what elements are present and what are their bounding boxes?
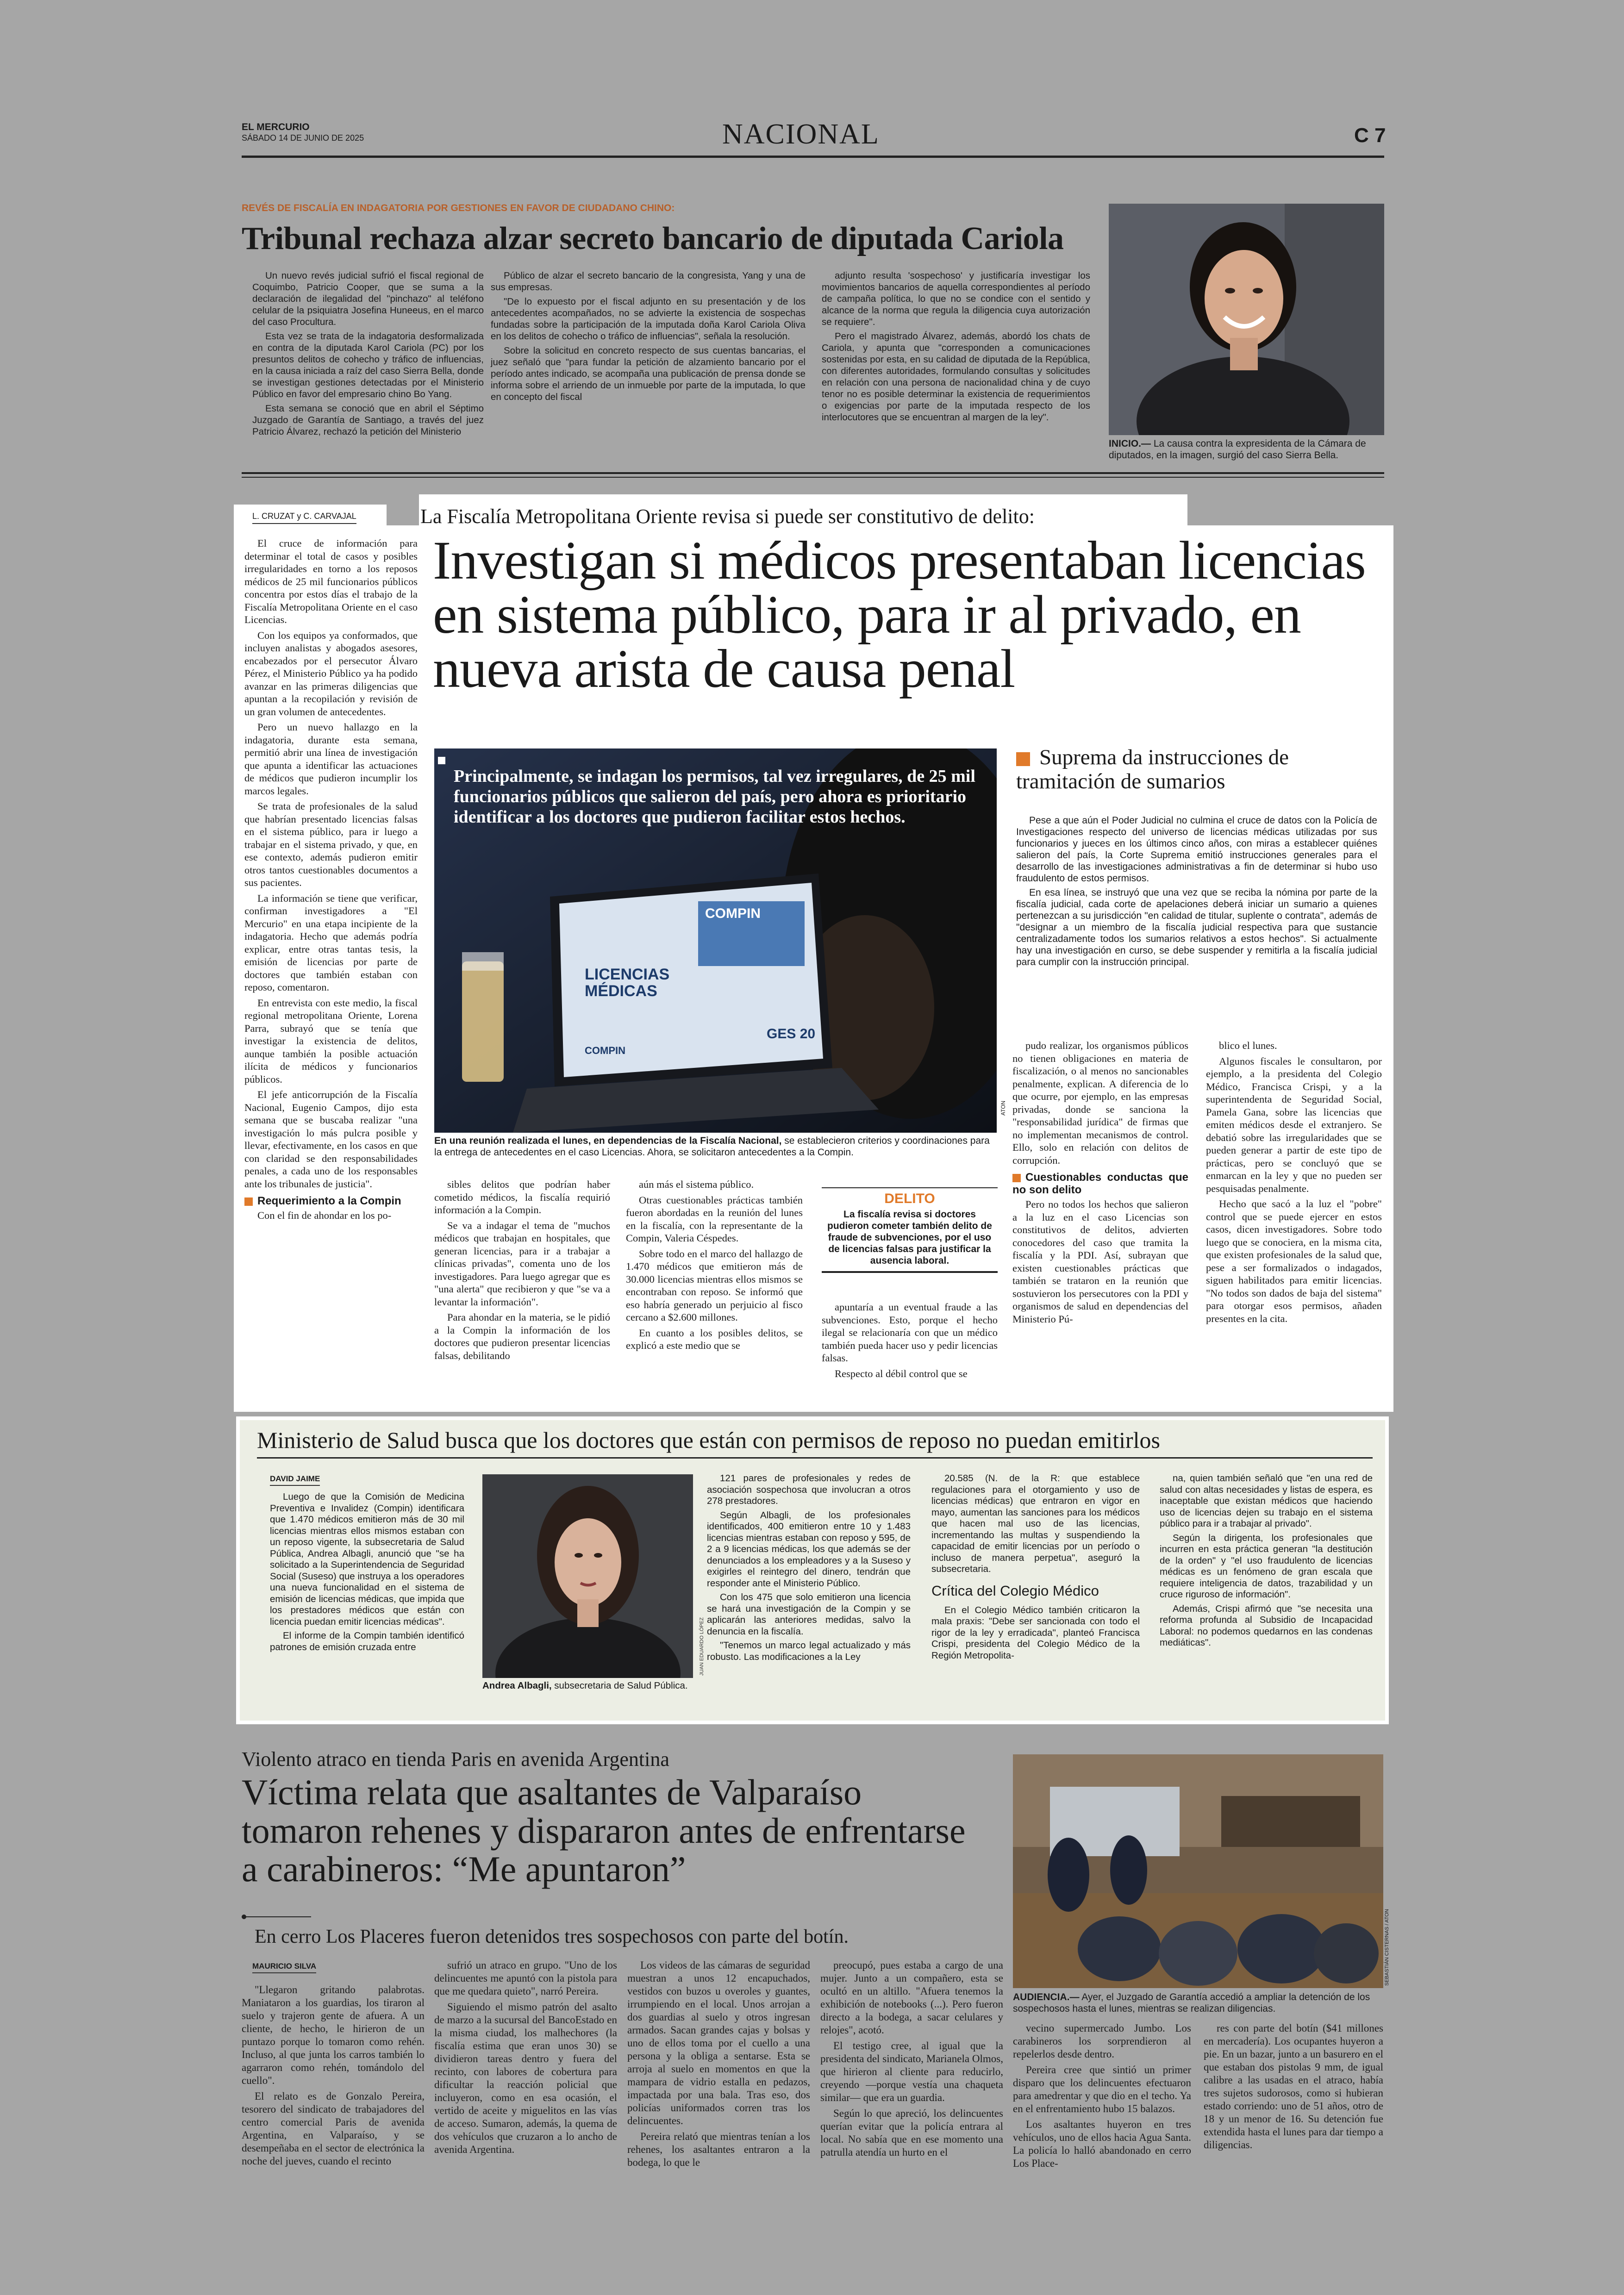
paragraph: Pero un nuevo hallazgo en la indagatoria, durante esta semana, permitió abrir una línea de investigación que apunta a identificar las actuaciones de médicos que pudieron incumplir los marcos legales.: [244, 721, 418, 797]
paragraph: Se trata de profesionales de la salud que habrían presentado licencias falsas en el sistema público, para ir luego a trabajar en el sistema privado, y que, en ese contexto, además pudieron emitir otros tantos cuestionables documentos a sus pacientes.: [244, 800, 418, 888]
paragraph: blico el lunes.: [1219, 1040, 1277, 1051]
paragraph: Público de alzar el secreto bancario de la congresista, Yang y una de sus empresas.: [491, 270, 806, 293]
screen-brand-footer: COMPIN: [585, 1045, 625, 1056]
paragraph: El cruce de información para determinar el total de casos y posibles irregularidades en torno a los reposos médicos de 25 mil funcionarios públicos concentra por estos días el trabajo de la Fiscalía Metropolitana Oriente en el caso Licencias.: [244, 537, 418, 625]
story2-right-column-1: [1012, 1039, 1188, 1328]
delito-text: La fiscalía revisa si doctores pudieron cometer también delito de fraude de subvenciones, por el uso de licencias falsas para justificar la ausencia laboral.: [827, 1209, 992, 1266]
paragraph: El relato es de Gonzalo Pereira, tesorero del sindicato de trabajadores del centro comercial Paris de avenida Argentina, en Valparaíso, y se desempeñaba en el sector de electrónica la noche del jueves, cuando el recinto: [242, 2090, 425, 2167]
paragraph: 20.585 (N. de la R: que establece regulaciones para el otorgamiento y uso de licencias médicas) que entraron en vigor en mayo, aumentan las sanciones para los médicos que hacen mal uso de las licencias, incrementando las multas y suspendiendo la capacidad de emitir licencias por un período o incluso de manera perpetua", aseguró la subsecretaria.: [931, 1473, 1140, 1574]
delito-label: DELITO: [884, 1191, 935, 1206]
caption-text: La causa contra la expresidenta de la Cámara de diputados, en la imagen, surgió del caso Sierra Bella.: [1109, 438, 1366, 461]
screen-brand: COMPIN: [705, 906, 761, 921]
paragraph: 121 pares de profesionales y redes de asociación sospechosa que involucran a otros 278 prestadores.: [707, 1473, 911, 1506]
story4-caption: [1013, 1991, 1383, 2014]
story3-headline-rule: [257, 1457, 1373, 1459]
paragraph: Esta vez se trata de la indagatoria desformalizada en contra de la diputada Karol Cariola (PC) por los presuntos delitos de cohecho y tráfico de influencias, en la causa iniciada a raíz del caso Sierra Bella, donde se investigan gestiones detectadas por el Ministerio Público en favor del empresario chino Bo Yang.: [252, 331, 484, 399]
story1-kicker: REVÉS DE FISCALÍA EN INDAGATORIA POR GESTIONES EN FAVOR DE CIUDADANO CHINO:: [242, 203, 675, 213]
story4-column-2: [434, 1959, 617, 2159]
story3-column-2: [707, 1473, 911, 1665]
paragraph: Hecho que sacó a la luz el "pobre" control que se puede ejercer en estos casos, dicen investigadores. Sobre todo luego que se conociera, en la misma cita, que existen profesionales de la salud que, pese a ser formalizados o indagados, siguen habilitados para emitir licencias. "No todos son dados de baja del sistema" para otorgar esos permisos, añaden presentes en la cita.: [1206, 1198, 1382, 1324]
story1-bottom-rule-thin: [242, 477, 1384, 478]
caption-lead: Andrea Albagli,: [482, 1680, 552, 1691]
paragraph: sufrió un atraco en grupo. "Uno de los delincuentes me apuntó con la pistola para que me quedara quieto", narró Pereira.: [434, 1959, 617, 1997]
story1-column-3: [822, 270, 1090, 426]
paragraph: Pereira cree que sintió un primer disparo que los delincuentes efectuaron para amedrentar y que dio en el techo. Ya en el enfrentamiento hubo 15 balazos.: [1013, 2064, 1191, 2114]
story2-headline: Investigan si médicos presentaban licencias en sistema público, para ir al privado, en nueva arista de causa penal: [433, 530, 1366, 699]
story4-column-6: [1204, 2022, 1383, 2154]
paragraph: Respecto al débil control que se: [835, 1367, 968, 1379]
story3-column-3: [931, 1473, 1140, 1664]
paragraph: vecino supermercado Jumbo. Los carabineros los sorprendieron al repelerlos desde dentro.: [1013, 2022, 1191, 2060]
paragraph: "De lo expuesto por el fiscal adjunto en su presentación y de los antecedentes acompañados, no se advierte la existencia de sospechas fundadas sobre la participación de la imputada doña Karol Cariola Oliva en los delitos de cohecho o tráfico de influencias", señala la resolución.: [491, 296, 806, 342]
paragraph: En el Colegio Médico también criticaron la mala praxis: "Debe ser sancionada con todo el rigor de la ley y erradicada", planteó Francisca Crispi, presidenta del Colegio Médico de la Región Metropolita-: [931, 1604, 1140, 1661]
story4-deck-rule: [242, 1916, 311, 1917]
courtroom-photo: [1013, 1754, 1383, 1988]
story1-headline: Tribunal rechaza alzar secreto bancario de diputada Cariola: [242, 221, 1064, 256]
paragraph: Otras cuestionables prácticas también fueron abordadas en la reunión del lunes en la fiscalía, con la representante de la Compin, Valeria Céspedes.: [626, 1194, 803, 1244]
overlay-marker: [438, 757, 445, 764]
section-title: NACIONAL: [722, 118, 880, 150]
paragraph: En entrevista con este medio, la fiscal regional metropolitana Oriente, Lorena Parra, subrayó que se tenía que investigar la existencia de delitos, aunque también la posible actuación ilícita de médicos y funcionarios públicos.: [244, 997, 418, 1085]
paragraph: "Tenemos un marco legal actualizado y más robusto. Las modificaciones a la Ley: [707, 1640, 911, 1662]
story1-caption: [1109, 438, 1387, 461]
paragraph: En esa línea, se instruyó que una vez que se reciba la nómina por parte de la fiscalía judicial, cada corte de apelaciones deberá iniciar un sumario a quienes pertenezcan a su jurisdicción "en calidad de titular, suplente o contrata", además de "designar a un miembro de la fiscalía judicial respectiva para que sustancie centralizadamente todos los sumarios relativos a estos hechos". Si actualmente hay una investigación en curso, se debe suspender y remitirla a la fiscalía judicial para cumplir con la instrucción principal.: [1016, 887, 1377, 967]
story2-mid-column-3: [822, 1301, 998, 1383]
paragraph: Luego de que la Comisión de Medicina Preventiva e Invalidez (Compin) identificara que 1.470 médicos emitieron más de 30 mil licencias mientras ellos mismos estaban con un reposo vigente, la subsecretaria de Salud Pública, Andrea Albagli, anunció que "se ha solicitado a la Superintendencia de Seguridad Social (Suseso) que instruya a los operadores una nueva funcionalidad en el sistema de emisión de licencias médicas, que impida que los prestadores médicos que están con licencia puedan emitir licencias médicas".: [270, 1491, 464, 1627]
paragraph: Un nuevo revés judicial sufrió el fiscal regional de Coquimbo, Patricio Cooper, que se suma a la declaración de ilegalidad del "pinchazo" al teléfono celular de la psiquiatra Josefina Huneeus, en el marco del caso Procultura.: [252, 270, 484, 327]
screen-label: LICENCIAS MÉDICAS: [585, 966, 670, 1000]
paragraph: Esta semana se conoció que en abril el Séptimo Juzgado de Garantía de Santiago, a través del juez Patricio Álvarez, rechazó la petición del Ministerio: [252, 403, 484, 437]
paragraph: na, quien también señaló que "en una red de salud con altas necesidades y listas de espera, es inaceptable que existan médicos que haciendo uso de licencias dejen su trabajo en el sistema público para ir a trabajar al privado".: [1160, 1473, 1373, 1529]
caption-text: subsecretaria de Salud Pública.: [551, 1680, 688, 1691]
story2-right-column-2: [1206, 1039, 1382, 1328]
paragraph: apuntaría a un eventual fraude a las subvenciones. Esto, porque el hecho ilegal se relacionaría con que un médico también pueda hacer uso y pedir licencias falsas.: [822, 1301, 998, 1364]
square-bullet-icon: [1016, 752, 1030, 766]
caption-text: se establecieron criterios y coordinaciones para la entrega de antecedentes en el caso Licencias. Ahora, se solicitaron antecedentes a la Compin.: [434, 1135, 990, 1158]
paragraph: Se va a indagar el tema de "muchos médicos que trabajan en hospitales, que generan licencias, para ir a trabajar a clínicas privadas", comenta uno de los investigadores. Para luego agregar que es "una alerta" que recibieron y que "se va a levantar la información".: [434, 1219, 610, 1308]
story1-column-1: [252, 270, 484, 440]
story2-mid-column-1: [434, 1178, 610, 1365]
paragraph: Según la dirigenta, los profesionales que incurren en esta práctica generan "la destitución de la orden" y "el uso fraudulento de licencias médicas es un fenómeno de gran escala que requiere inteligencia de datos, trazabilidad y un cruce riguroso de información".: [1160, 1532, 1373, 1600]
courtroom-illustration: [1013, 1754, 1383, 1988]
albagli-photo-credit: JUAN EDUARDO LÓPEZ: [699, 1617, 705, 1676]
story1-bottom-rule: [242, 472, 1384, 474]
paragraph: Además, Crispi afirmó que "se necesita una reforma profunda al Subsidio de Incapacidad Laboral: no podemos quedarnos en las condenas mediáticas".: [1160, 1603, 1373, 1648]
paragraph: Según Albagli, de los profesionales identificados, 400 emitieron entre 10 y 1.483 licencias mientras estaban con reposo y 595, de 2 a 9 licencias médicas, los que además se der denunciados a los empleadores y a la Suseso y exigirles el reintegro del dinero, tendrán que responder ante el Ministerio Público.: [707, 1509, 911, 1589]
story3-column-1: [270, 1491, 464, 1656]
delito-bottom-rule: [822, 1271, 998, 1273]
paragraph: preocupó, pues estaba a cargo de una mujer. Junto a un compañero, esta se ocultó en un altillo. "Afuera tenemos la exhibición de notebooks (...). Pero fueron directo a la bodega, a sacar celulares y relojes", acotó.: [820, 1959, 1003, 2036]
caption-text: Ayer, el Juzgado de Garantía accedió a ampliar la detención de los sospechosos hasta el lunes, mientras se realizan diligencias.: [1013, 1992, 1370, 2014]
story2-kicker: La Fiscalía Metropolitana Oriente revisa si puede ser constitutivo de delito:: [420, 505, 1035, 528]
masthead-paper: EL MERCURIO: [242, 122, 310, 132]
paragraph: Pero el magistrado Álvarez, además, abordó los chats de Cariola, y apunta que "corresponden a comunicaciones sostenidas por esta, en su calidad de diputada de la República, con diferentes autoridades, formulando consultas y solicitudes en relación con una persona de nacionalidad china y de cuyo tenor no es posible determinar la existencia de requerimientos o exigencias por parte de la imputada respecto de los interlocutores que se encuentran al margen de la ley".: [822, 331, 1090, 423]
albagli-illustration: [482, 1474, 693, 1678]
story4-deck: En cerro Los Placeres fueron detenidos tres sospechosos con parte del botín.: [255, 1926, 849, 1947]
paragraph: sibles delitos que podrían haber cometido médicos, la fiscalía requirió información a la Compin.: [434, 1179, 610, 1216]
screen-ges: GES 20: [767, 1026, 816, 1041]
story2-mid-column-2: [626, 1178, 803, 1355]
story3-column-4: [1160, 1473, 1373, 1652]
story2-byline: L. CRUZAT y C. CARVAJAL: [252, 511, 356, 524]
paragraph: aún más el sistema público.: [639, 1179, 754, 1190]
photo-credit: ATON: [1000, 1100, 1006, 1116]
masthead-rule: [242, 156, 1384, 158]
subhead: Crítica del Colegio Médico: [931, 1582, 1099, 1599]
paragraph: Con los 475 que solo emitieron una licencia se hará una investigación de la Compin y se aplicarán las anteriores medidas, salvo la denuncia en la fiscalía.: [707, 1592, 911, 1637]
paragraph: El informe de la Compin también identificó patrones de emisión cruzada entre: [270, 1630, 464, 1653]
masthead-date: SÁBADO 14 DE JUNIO DE 2025: [242, 133, 364, 143]
paragraph: Pese a que aún el Poder Judicial no culmina el cruce de datos con la Policía de Investigaciones respecto del universo de licencias médicas utilizadas por sus funcionarios y jueces en los últimos cinco años, con miras a establecer quiénes salieron del país, la Corte Suprema emitió instrucciones generales para el desarrollo de las investigaciones administrativas a fin de determinar si hubo uso fraudulento de estos permisos.: [1016, 815, 1377, 884]
story3-caption: [482, 1680, 700, 1692]
paragraph: Para ahondar en la materia, se le pidió a la Compin la información de los doctores que pudieron presentar licencias falsas, debilitando: [434, 1311, 610, 1361]
story4-column-4: [820, 1959, 1003, 2162]
paragraph: "Llegaron gritando palabrotas. Maniataron a los guardias, los tiraron al suelo y trajeron gente de afuera. A un cliente, de hecho, le hirieron de un puntazo porque lo tomaron como rehén. Incluso, al que junta los carros también lo agarraron como rehén, tomándolo del cuello".: [242, 1984, 425, 2086]
albagli-photo: [482, 1474, 693, 1678]
paragraph: Los videos de las cámaras de seguridad muestran a unos 12 encapuchados, vestidos con buzos u overoles y guantes, irrumpiendo en el local. Unos arrojan a dos guardias al suelo y otros ingresan armados. Sacan grandes cajas y bolsas y uno de ellos toma por el cuello a una persona y la obliga a sentarse. Esta se arroja al suelo en momentos en que la mampara de vidrio estalla en pedazos, impactada por una bala. Tras eso, dos policías uniformados corren tras los delincuentes.: [627, 1959, 810, 2127]
paragraph: Algunos fiscales le consultaron, por ejemplo, a la presidenta del Colegio Médico, Francisca Crispi, y a la superintendenta de Seguridad Social, Pamela Gana, sobre las licencias que emiten médicos desde el extranjero. Se debatió sobre las irregularidades que se pueden generar a partir de este tipo de prácticas, pero se concluyó que se enmarcan en la ley y que no pueden ser pesquisadas penalmente.: [1206, 1055, 1382, 1194]
story4-headline: Víctima relata que asaltantes de Valparaíso tomaron rehenes y dispararon antes de enfrentarse a carabineros: “Me apuntaron”: [242, 1772, 966, 1889]
sidebar-title: Suprema da instrucciones de tramitación de sumarios: [1016, 745, 1289, 793]
laptop-photo: [434, 748, 997, 1133]
paragraph: Los asaltantes huyeron en tres vehículos, uno de ellos hacia Agua Santa. La policía lo halló abandonado en cerro Los Place-: [1013, 2119, 1191, 2169]
portrait-illustration: [1109, 204, 1384, 435]
story2-photo-caption: [434, 1135, 997, 1158]
photo-overlay-text: Principalmente, se indagan los permisos, tal vez irregulares, de 25 mil funcionarios públicos que salieron del país, pero ahora es prioritario identificar a los doctores que pudieron facilitar estos hechos.: [454, 767, 975, 827]
courtroom-photo-credit: SEBASTIÁN CISTERNAS / ATON: [1384, 1909, 1390, 1986]
delito-box: [822, 1187, 998, 1273]
caption-lead: AUDIENCIA.—: [1013, 1992, 1080, 2002]
paragraph: El jefe anticorrupción de la Fiscalía Nacional, Eugenio Campos, dijo esta semana que se buscaba realizar "una investigación lo más pulcra posible y llevar, efectivamente, en los casos en que con claridad se den responsabilidades penales, a cada uno de los responsables ante los tribunales de justicia".: [244, 1089, 418, 1190]
story3-headline: Ministerio de Salud busca que los doctores que están con permisos de reposo no puedan emitirlos: [257, 1427, 1160, 1453]
square-bullet-icon: [1012, 1174, 1021, 1182]
sidebar-text: [1016, 815, 1377, 971]
square-bullet-icon: [244, 1197, 253, 1206]
paragraph: res con parte del botín ($41 millones en mercadería). Los ocupantes huyeron a pie. En un bazar, junto a un basurero en el que estaban dos pistolas 9 mm, de igual calibre a las usadas en el atraco, había tres sujetos sudorosos, como si hubieran estado corriendo: uno de 51 años, otro de 18 y un menor de 16. Su detención fue extendida hasta el lunes para dar tiempo a diligencias.: [1204, 2022, 1383, 2151]
paragraph: En cuanto a los posibles delitos, se explicó a este medio que se: [626, 1327, 803, 1351]
story4-column-5: [1013, 2022, 1191, 2173]
paragraph: Sobre todo en el marco del hallazgo de 1.470 médicos que emitieron más de 30.000 licencias mientras ellos mismos se encontraban con reposo. Se informó que eso habría generado un perjuicio al fisco cercano a $2.600 millones.: [626, 1247, 803, 1323]
paragraph: Sobre la solicitud en concreto respecto de sus cuentas bancarias, el juez señaló que "para fundar la petición de alzamiento bancario por el período antes indicado, se acompaña una publicación de prensa donde se informa sobre el arriendo de un inmueble por parte de la imputada, lo que en concepto del fiscal: [491, 345, 806, 402]
caption-lead: En una reunión realizada el lunes, en dependencias de la Fiscalía Nacional,: [434, 1135, 782, 1146]
paragraph: El testigo cree, al igual que la presidenta del sindicato, Marianela Olmos, que hirieron al cliente para reducirlo, creyendo —porque vestía una chaqueta similar— que era un guardia.: [820, 2040, 1003, 2103]
story4-column-3: [627, 1959, 810, 2172]
paragraph: Según lo que apreció, los delincuentes querían evitar que la policía entrara al local. No sabía que en ese momento una patrulla atendía un hurto en el: [820, 2108, 1003, 2158]
paragraph: Con los equipos ya conformados, que incluyen analistas y abogados asesores, encabezados por el persecutor Álvaro Pérez, el Ministerio Público ya ha podido avanzar en las primeras diligencias que apuntan a la recopilación y revisión de un gran volumen de antecedentes.: [244, 629, 418, 717]
paragraph: Pero no todos los hechos que salieron a la luz en el caso Licencias son constitutivos de delitos, advierten conocedores del caso que tramita la fiscalía y la PDI. Así, subrayan que existen cuestionables prácticas que también se trataron en la reunión que sostuvieron los persecutores con la PDI y organismos de salud en dependencias del Ministerio Pú-: [1012, 1198, 1188, 1325]
story4-kicker: Violento atraco en tienda Paris en avenida Argentina: [242, 1748, 669, 1771]
story4-byline: MAURICIO SILVA: [252, 1962, 316, 1973]
paragraph: Pereira relató que mientras tenían a los rehenes, los asaltantes entraron a la bodega, lo que le: [627, 2131, 810, 2168]
story4-column-1: [242, 1983, 425, 2170]
paragraph: adjunto resulta 'sospechoso' y justificaría investigar los movimientos bancarios de aquella correspondientes al período de campaña política, lo que no se condice con el sentido y alcance de la norma que regula la diligencia cuya autorización se requiere".: [822, 270, 1090, 327]
portrait-photo: [1109, 204, 1384, 435]
story3-byline: DAVID JAIME: [270, 1474, 320, 1486]
paragraph: Siguiendo el mismo patrón del asalto de marzo a la sucursal del BancoEstado en la misma ciudad, los malhechores (la fiscalía estima que eran unos 30) se dividieron tareas dentro y fuera del recinto, con labores de cobertura para dificultar la reacción policial que incluyeron, como en esa ocasión, el vertido de aceite y miguelitos en las vías de acceso. Sumaron, además, la quema de dos vehículos que cruzaron a lo ancho de avenida Argentina.: [434, 2001, 617, 2155]
subhead: Cuestionables conductas que no son delito: [1012, 1171, 1188, 1196]
paragraph: La información se tiene que verificar, confirman investigadores a "El Mercurio" en una etapa incipiente de la indagatoria. Hecho que además podría explicar, entre otras tantas tesis, la emisión de licencias por parte de doctores que también estaban con reposo, comentaron.: [244, 892, 418, 993]
caption-lead: INICIO.—: [1109, 438, 1151, 449]
story1-column-2: [491, 270, 806, 405]
delito-top-rule: [822, 1187, 998, 1188]
story2-left-column: [244, 537, 418, 1225]
subhead: Requerimiento a la Compin: [244, 1195, 418, 1207]
paragraph: pudo realizar, los organismos públicos no tienen obligaciones en materia de fiscalización, o al menos no sancionables penalmente, explican. A diferencia de lo que ocurre, por ejemplo, en las empresas privadas, donde se sanciona la "responsabilidad jurídica" de firmas que no implementan mecanismos de control. Ello, solo en relación con delitos de corrupción.: [1012, 1040, 1188, 1166]
page-number: C 7: [1354, 124, 1386, 147]
paragraph: Con el fin de ahondar en los po-: [257, 1210, 392, 1221]
